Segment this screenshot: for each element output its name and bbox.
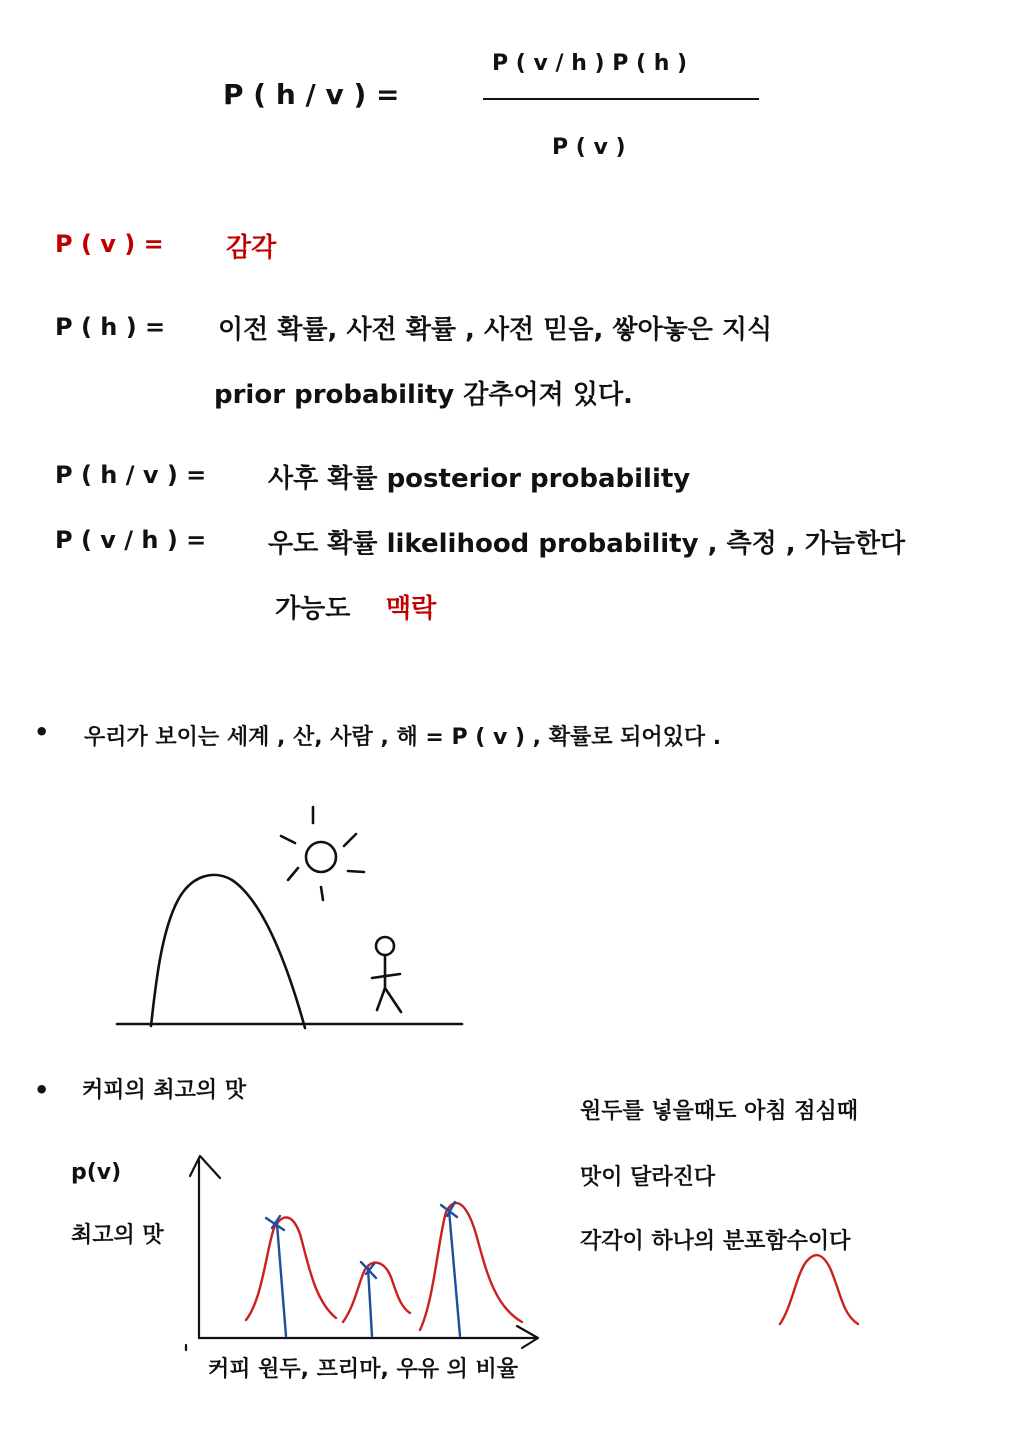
coffee-y-label-pv: p(v) <box>71 1160 122 1185</box>
formula-denominator: P ( v ) <box>552 135 626 160</box>
formula-numerator: P ( v / h ) P ( h ) <box>492 51 688 76</box>
sun-drawing <box>281 807 364 900</box>
bullet-coffee: 커피의 최고의 맛 <box>82 1078 247 1103</box>
pvh-extra: 가능도 <box>275 594 351 624</box>
pvh-value: 우도 확률 likelihood probability , 측정 , 가늠한다 <box>268 529 906 559</box>
bullet-world: 우리가 보이는 세계 , 산, 사람 , 해 = P ( v ) , 확률로 되어있다 . <box>84 725 722 750</box>
phv-label: P ( h / v ) = <box>55 461 207 489</box>
person-drawing <box>372 937 401 1012</box>
peak-line-cream <box>368 1268 372 1336</box>
coffee-y-label-taste: 최고의 맛 <box>71 1223 164 1248</box>
coffee-axes <box>186 1156 538 1350</box>
pv-label: P ( v ) = <box>55 230 164 258</box>
coffee-note-2: 맛이 달라진다 <box>580 1165 716 1190</box>
peak-line-milk <box>449 1210 460 1336</box>
pvh-label: P ( v / h ) = <box>55 526 207 554</box>
ph-label: P ( h ) = <box>55 313 166 341</box>
formula-lhs: P ( h / v ) = <box>223 78 400 111</box>
curve-sample <box>780 1255 858 1324</box>
pvh-extra-red: 맥락 <box>386 594 437 624</box>
bullet-dot: • <box>34 718 50 746</box>
coffee-note-1: 원두를 넣을때도 아침 점심때 <box>580 1099 859 1124</box>
phv-value: 사후 확률 posterior probability <box>268 464 691 494</box>
curve-cream <box>343 1263 410 1322</box>
ph-value: 이전 확률, 사전 확률 , 사전 믿음, 쌓아놓은 지식 <box>218 315 773 345</box>
coffee-note-3: 각각이 하나의 분포함수이다 <box>580 1229 851 1254</box>
pv-value: 감각 <box>226 233 277 263</box>
ph-extra: prior probability 감추어져 있다. <box>214 380 633 410</box>
curve-milk <box>420 1203 522 1330</box>
coffee-x-label: 커피 원두, 프리마, 우유 의 비율 <box>208 1357 519 1382</box>
peak-line-bean <box>277 1224 286 1336</box>
mountain-drawing <box>151 875 305 1028</box>
curve-bean <box>246 1217 336 1320</box>
bullet-dot: • <box>34 1076 50 1104</box>
